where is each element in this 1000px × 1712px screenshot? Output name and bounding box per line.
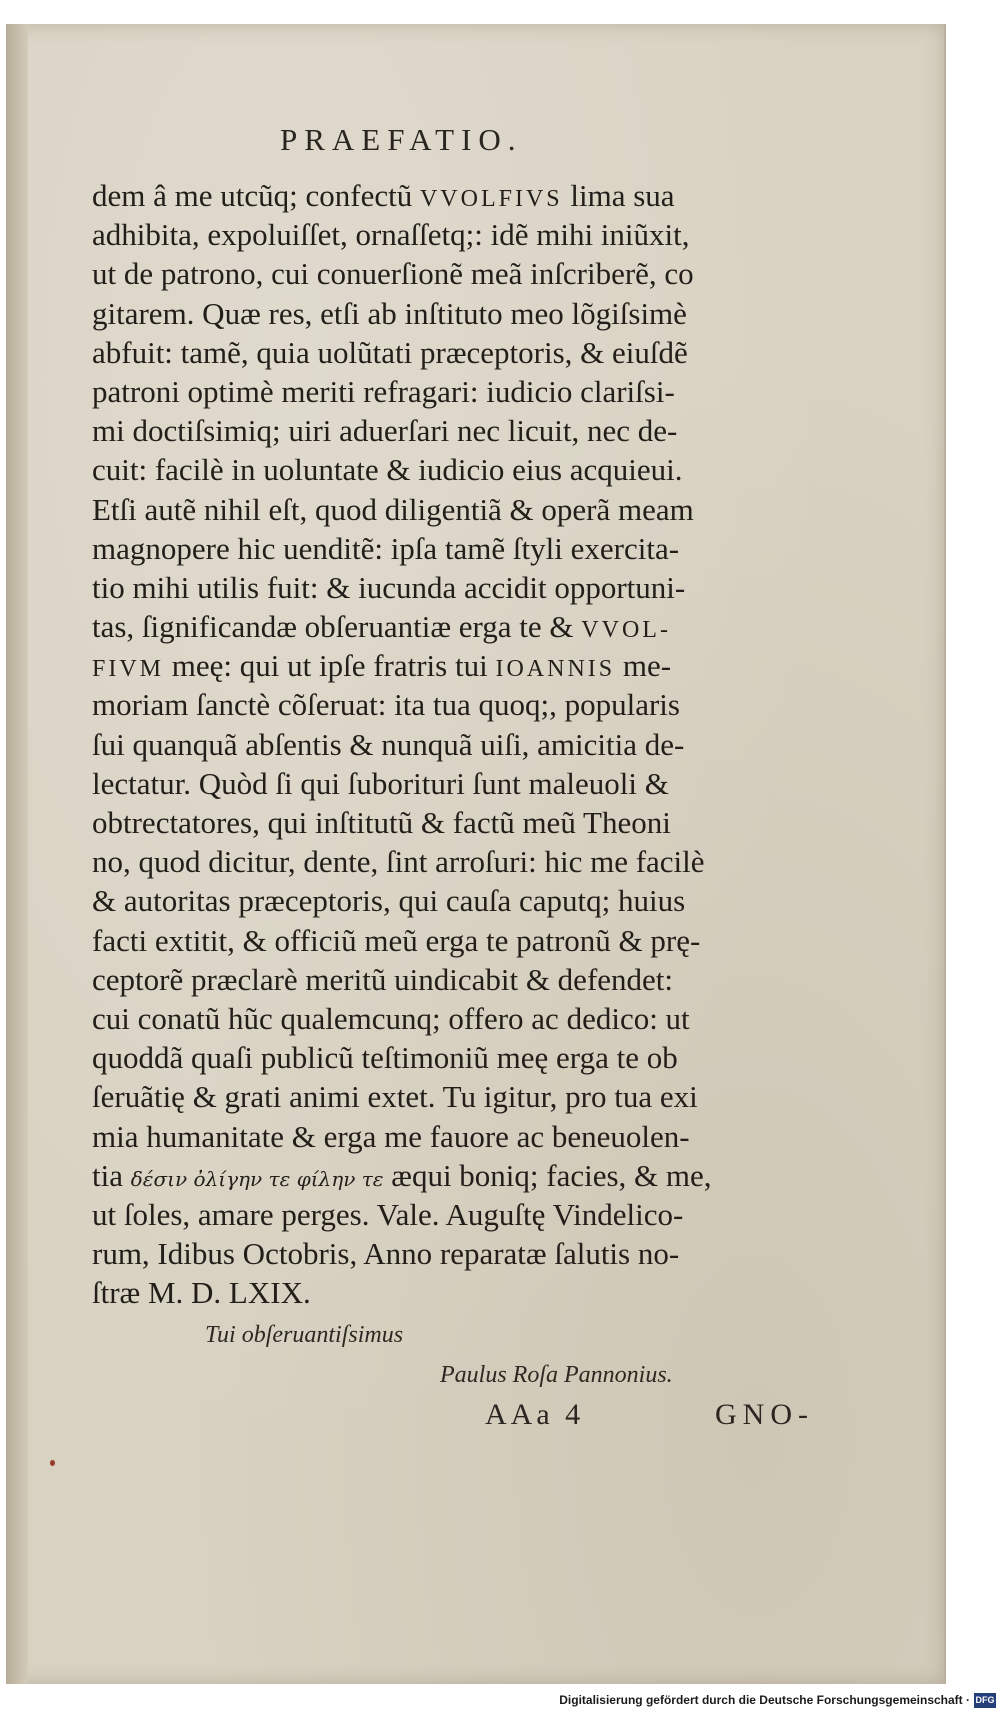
text-run: lectatur. Quòd ſi qui ſuborituri ſunt maleuoli & [92, 765, 669, 801]
body-text [92, 176, 832, 1312]
text-line [92, 411, 832, 450]
text-run: facti extitit, & officiũ meũ erga te patronũ & prę- [92, 922, 701, 958]
text-run: ſtræ M. D. LXIX. [92, 1275, 311, 1311]
text-run: abfuit: tamẽ, quia uolũtati præceptoris, & eiuſdẽ [92, 334, 688, 370]
author-signature: Paulus Roſa Pannonius. [440, 1362, 673, 1388]
text-run: patroni optimè meriti refragari: iudicio clariſsi- [92, 373, 675, 409]
small-caps-name: FIVM [92, 656, 165, 683]
text-run: adhibita, expoluiſſet, ornaſſetq;: idẽ mihi iniũxit, [92, 217, 690, 253]
text-run: rum, Idibus Octobris, Anno reparatæ ſalutis no- [92, 1236, 680, 1272]
text-run: obtrectatores, qui inſtitutũ & factũ meũ Theoni [92, 805, 671, 840]
text-line [92, 568, 832, 607]
text-run: dem â me utcũq; confectũ [92, 178, 420, 213]
text-run: moriam ſanctè cõſeruat: ita tua quoq;, popularis [92, 687, 680, 723]
text-run: lima sua [562, 178, 675, 213]
text-line [92, 960, 832, 999]
small-caps-name: VVOLFIVS [419, 186, 563, 212]
text-run: meę: qui ut ipſe fratris tui [164, 648, 496, 684]
text-line [92, 764, 832, 803]
text-line [92, 1077, 832, 1116]
text-line [92, 921, 832, 960]
small-caps-name: VVOL- [581, 617, 671, 644]
text-line [92, 999, 832, 1038]
text-line [92, 333, 832, 372]
text-line [92, 1156, 832, 1195]
page-header: PRAEFATIO. [280, 122, 523, 157]
text-run: tas, ſignificandæ obſeruantiæ erga te & [92, 609, 582, 645]
text-line [92, 176, 832, 215]
text-line [92, 450, 832, 489]
text-run: ut de patrono, cui conuerſionẽ meã inſcriberẽ, co [92, 256, 694, 292]
text-line [92, 1117, 832, 1156]
text-line [92, 1038, 832, 1077]
text-run: ut ſoles, amare perges. Vale. Auguſtę Vindelico- [92, 1196, 684, 1232]
text-run: ſeruãtię & grati animi extet. Tu igitur, pro tua exi [92, 1079, 698, 1115]
text-line [92, 490, 832, 529]
text-line [92, 646, 832, 685]
dfg-logo-icon: DFG [974, 1693, 996, 1708]
page-gutter [6, 24, 28, 1684]
greek-phrase: δέσιν ὀλίγην τε φίλην τε [130, 1166, 384, 1191]
ink-blot [50, 1460, 55, 1466]
signature-mark: AAa 4 [485, 1398, 585, 1431]
footer-bar [0, 1690, 1000, 1712]
text-line [92, 529, 832, 568]
footer-credit: Digitalisierung gefördert durch die Deutsche Forschungsgemeinschaft · [559, 1693, 970, 1707]
text-line [92, 842, 832, 881]
text-line [92, 607, 832, 646]
catchword: GNO- [715, 1398, 814, 1431]
text-line [92, 1195, 832, 1234]
text-run: ſui quanquã abſentis & nunquã uiſi, amicitia de- [92, 726, 685, 762]
text-line [92, 1273, 832, 1312]
text-run: mia humanitate & erga me fauore ac beneuolen- [92, 1118, 690, 1154]
text-line [92, 1234, 832, 1273]
text-run: & autoritas præceptoris, qui cauſa caputq; huius [92, 883, 686, 919]
text-run: mi doctiſsimiq; uiri aduerſari nec licuit, nec de- [92, 413, 678, 449]
text-line [92, 294, 832, 333]
text-line [92, 803, 832, 842]
text-run: me- [615, 648, 672, 684]
text-run: no, quod dicitur, dente, ſint arroſuri: hic me facilè [92, 844, 705, 880]
text-run: tio mihi utilis fuit: & iucunda accidit opportuni- [92, 569, 686, 605]
text-line [92, 254, 832, 293]
text-line [92, 881, 832, 920]
text-run: magnopere hic uenditẽ: ipſa tamẽ ſtyli exercita- [92, 530, 680, 566]
text-run: æqui boniq; facies, & me, [383, 1157, 712, 1193]
text-run: quoddã quaſi publicũ teſtimoniũ meę erga te ob [92, 1040, 678, 1076]
closing-salutation: Tui obſeruantiſsimus [205, 1322, 404, 1348]
text-run: tia [92, 1157, 131, 1193]
text-run: cui conatũ hũc qualemcunq; offero ac dedico: ut [92, 1000, 690, 1036]
text-line [92, 372, 832, 411]
small-caps-name: IOANNIS [495, 656, 616, 683]
text-line [92, 725, 832, 764]
text-run: Etſi autẽ nihil eſt, quod diligentiã & operã meam [92, 491, 694, 527]
text-line [92, 685, 832, 724]
text-line [92, 215, 832, 254]
text-run: gitarem. Quæ res, etſi ab inſtituto meo lõgiſsimè [92, 295, 687, 331]
text-run: ceptorẽ præclarè meritũ uindicabit & defendet: [92, 961, 674, 997]
text-run: cuit: facilè in uoluntate & iudicio eius acquieui. [92, 452, 683, 488]
